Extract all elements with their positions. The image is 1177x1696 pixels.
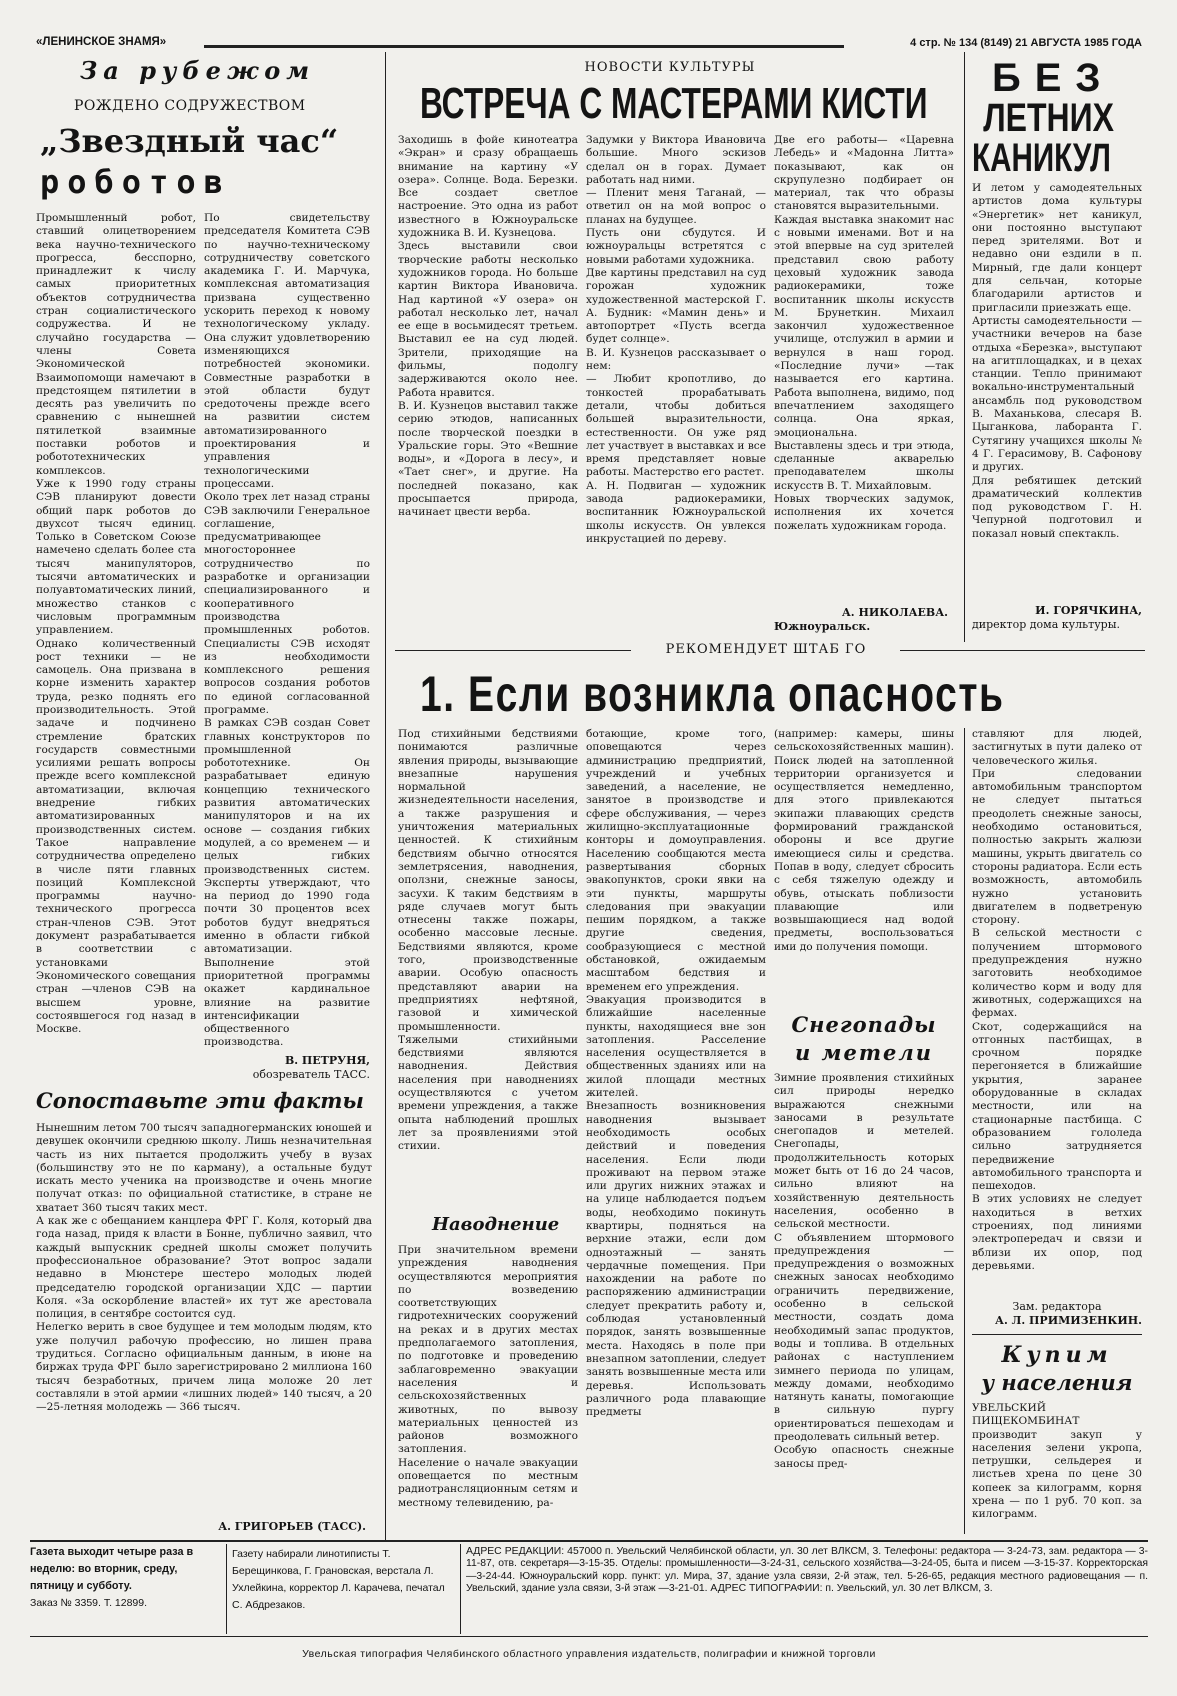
abroad-author-role: обозреватель ТАСС. (252, 1068, 370, 1081)
culture-col3: Две его работы— «Царевна Лебедь» и «Мадонна Литта» показывают, как он скрупулезно подбирает он материал, так что образы становятся выразительными. Каждая выставка знакомит нас с новыми именами. Вот и на этой впервые на суд зрителей представил свою работу цеховый художник завода радиокерамики, тоже воспитанник школы искусств М. Брунеткин. Михаил закончил художественное училище, отслужил в армии и вернулся в наш город. «Последние лучи» —так называется его картина. Работа выполнена, видимо, под впечатлением заходящего солнца. Она яркая, эмоциональна. Выставлены здесь и три этюда, сделанные акварелью преподавателем школы искусств В. Т. Михайловым. Новых творческих задумок, исполнения их хочется пожелать художникам города. (774, 134, 954, 532)
culture-title (420, 78, 960, 134)
holiday-body: И летом у самодеятельных артистов дома культуры «Энергетик» нет каникул, они постоянно выступают перед зрителями. Вот и недавно они ездили в п. Мирный, где дали концерт для сельчан, которые благодарили артистов и пригласили приезжать еще. Артисты самодеятельности — участники вечеров на базе отдыха «Березка», выступают на агитплощадках, и в цехах станции. Тепло принимают вокально-инструментальный ансамбль под руководством В. Маханькова, слесаря В. Цыганкова, лаборанта Г. Сутягину учащихся школы № 4 Г. Герасимову, В. Сафонову и других. Для ребятишек детский драматический коллектив под руководством Г. Н. Чепурной подготовил и показал новый спектакль. (972, 182, 1142, 540)
civil-title (420, 664, 1145, 726)
footer-div-1 (226, 1544, 227, 1634)
culture-city: Южноуральск. (774, 620, 871, 633)
ad-body: УВЕЛЬСКИЙ ПИЩЕКОМБИНАТ производит закуп у населения зелени укропа, петрушки, сельдерея и листьев хрена по цене 30 копеек за килограмм, корня хрена — по 1 руб. 70 коп. за килограмм. (972, 1402, 1146, 1521)
civil-col3: (например: камеры, шины сельскохозяйственных машин). Поиск людей на затопленной территории организуется и осуществляется немедленно, для этого привлекаются экипажи плавающих средств формирований гражданской обороны и все другие имеющиеся силы и средства. Попав в воду, следует сбросить с себя тяжелую одежду и обувь, отыскать поблизости плавающие или возвышающиеся над водой предметы, воспользоваться ими до получения помощи. (774, 728, 958, 953)
masthead-rule (204, 45, 844, 48)
footer-div-2 (460, 1544, 461, 1634)
paper-name: «ЛЕНИНСКОЕ ЗНАМЯ» (36, 36, 167, 48)
civil-title-text: 1. Если возникла опасность (420, 666, 1005, 722)
footer-typesetters: Газету набирали линотиписты Т. Берещинкова, Г. Грановская, верстала Л. Ухлейкина, корректор Л. Карачева, печатал С. Абдрезаков. (232, 1548, 445, 1611)
editor-name: А. Л. ПРИМИЗЕНКИН. (995, 1314, 1142, 1327)
civil-rule-left (395, 650, 631, 651)
civil-col4: ставляют для людей, застигнутых в пути далеко от человеческого жилья. При следовании автомобильным транспортом не следует пытаться преодолеть снежные заносы, необходимо остановиться, полностью закрыть жалюзи машины, укрыть двигатель со стороны радиатора. Если есть возможность, автомобиль нужно установить двигателем в подветреную сторону. В сельской местности с получением штормового предупреждения нужно заготовить необходимое количество корм и воду для животных, содержащихся на фермах. Скот, содержащийся на отгонных пастбищах, в срочном порядке перегоняется в ближайшие укрытия, заранее оборудованные в складах местности, или на стационарные пастбища. С образованием гололеда сильно затрудняется передвижение автомобильного транспорта и пешеходов. В этих условиях не следует находиться в ветхих строениях, под линиями электропередач и связи и вблизи их опор, под деревьями. (972, 728, 1142, 1272)
civil-rule-right (900, 650, 1145, 651)
facts-body: Нынешним летом 700 тысяч западногерманских юношей и девушек окончили среднюю школу. Лишь незначительная часть из них пытается продолжить учебу в вузах (большинству это не по карману), а остальные будут искать место ученика на производстве и очень многие получат отказ: по официальной статистике, в стране не хватает 360 тысяч таких мест. А как же с обещанием канцлера ФРГ Г. Коля, который два года назад, придя к власти в Бонне, публично заявил, что каждый выпускник средней школы сможет получить профессиональное образование? Этот вопрос задали недавно в Мюнстере шестеро молодых людей председателю городской организации ХДС — партии Коля. «За оскорбление властей» их тут же арестовала полиция, в сентябре состоится суд. Нелегко верить в свое будущее и тем молодым людям, кто уже получил рабочую профессию, но лишен права трудиться. Согласно официальным данным, в июне на биржах труда ФРГ было зарегистрировано 2 миллиона 160 тысяч безработных, причем лица моложе 20 лет составляли в этой армии «лишних людей» 140 тысяч, а 20—25-летняя молодежь — 366 тысяч. (36, 1122, 372, 1414)
snow-col3: Зимние проявления стихийных сил природы нередко выражаются снежными заносами в результате снегопадов и метелей. Снегопады, продолжительность которых может быть от 16 до 24 часов, сильно влияют на хозяйственную деятельность населения, особенно в сельской местности. С объявлением штормового предупреждения — предупреждения о возможных снежных заносах необходимо ограничить передвижение, особенно в сельской местности, создать дома необходимый запас продуктов, воды и топлива. В отдельных районах с наступлением зимнего периода по улицам, между домами, необходимо натянуть канаты, помогающие в сильную пургу ориентироваться пешеходам и преодолевать сильный ветер. Особую опасность снежные заносы пред- (774, 1072, 954, 1470)
divider-left (385, 52, 386, 1540)
culture-title-text: ВСТРЕЧА С МАСТЕРАМИ КИСТИ (420, 79, 928, 128)
culture-col2: Задумки у Виктора Ивановича большие. Много эскизов сделал он в горах. Думает работать над ними. — Пленит меня Таганай, — ответил он на мой вопрос о планах на будущее. Пусть они сбудутся. И южноуральцы встретятся с новыми работами художника. Две картины представил на суд горожан художник художественной мастерской Г. А. Будник: «Мамин день» и автопортрет «Пусть всегда будет солнце». В. И. Кузнецов рассказывает о нем: — Любит кропотливо, до тонкостей прорабатывать детали, чтобы добиться большей выразительности, естественности. Он уже ряд лет участвует в выставках и все время представляет новые работы. Мастерство его растет. А. Н. Подвиган — художник завода радиокерамики, воспитанник Южноуральской школы искусств. Он увлекся инкрустацией по дереву. (586, 134, 766, 545)
flood-title: Наводнение (432, 1214, 560, 1235)
civil-col1: Под стихийными бедствиями понимаются различные явления природы, вызывающие внезапные нарушения нормальной жизнедеятельности населения, а также разрушения и уничтожения материальных ценностей. К стихийным бедствиям обычно относятся землетрясения, наводнения, оползни, снежные заносы, засухи. К таким бедствиям в ряде случаев могут быть отнесены также пожары, особенно массовые лесные. Бедствиями являются, кроме того, производственные аварии. Особую опасность представляют аварии на предприятиях нефтяной, газовой и химической промышленности. Тяжелыми стихийными бедствиями являются наводнения. Действия населения при наводнениях осуществляются с учетом времени упреждения, а также опыта наблюдений прошлых лет за проявлениями этой стихии. (398, 728, 578, 1153)
footer-rule-top (30, 1540, 1148, 1542)
holiday-title-2: ЛЕТНИХ (983, 96, 1114, 140)
abroad-title-1: „Звездный час“ (40, 122, 339, 160)
abroad-col1: Промышленный робот, ставший олицетворением века научно-технического прогресса, бесспорно, принадлежит к числу самых приоритетных объектов сотрудничества стран социалистического содружества. И не случайно государства — члены Совета Экономической Взаимопомощи намечают в предстоящем пятилетии в десять раз увеличить по сравнению с нынешней пятилеткой взаимные поставки роботов и робототехнических комплексов. Уже к 1990 году страны СЭВ планируют довести общий парк роботов до двухсот тысяч единиц. Только в Советском Союзе намечено сделать более ста тысяч манипуляторов, тысячи автоматических и полуавтоматических линий, множество станков с числовым программным управлением. Однако количественный рост техники — не самоцель. Она призвана в корне изменить характер труда, резко поднять его производительность. Этой задаче и подчинено стремление братских государств совместными усилиями решать вопросы прежде всего комплексной автоматизации, включая внедрение гибких автоматизированных производственных систем. Такое направление сотрудничества определено в числе пяти главных позиций Комплексной программы научно-технического прогресса стран-членов СЭВ. Этот документ разрабатывается в соответствии с установками Экономического совещания стран —членов СЭВ на высшем уровне, состоявшегося год назад в Москве. (36, 212, 196, 1036)
culture-col1: Заходишь в фойе кинотеатра «Экран» и сразу обращаешь внимание на картину «У озера». Солнце. Вода. Березки. Все создает светлое настроение. Это одна из работ известного в Южноуральске художника В. И. Кузнецова. Здесь выставили свои творческие работы несколько художников города. Но больше картин Виктора Ивановича. Над картиной «У озера» он работал несколько лет, начал ее еще в восьмидесят третьем. Выставил ее на суд людей. Зрители, приходящие на фильмы, подолгу задерживаются около нее. Работа нравится. В. И. Кузнецов выставил также серию этюдов, написанных после творческой поездки в Уральские горы. Это «Вешние воды», и «Дорога в лесу», и «Тает снег», и другие. На последней показано, как просыпается природа, начинает цвести верба. (398, 134, 578, 519)
footer-schedule-box (30, 1544, 220, 1634)
snow-title-2: и метели (794, 1040, 934, 1065)
footer-address: АДРЕС РЕДАКЦИИ: 457000 п. Увельский Челябинской области, ул. 30 лет ВЛКСМ, 3. Телефоны: редактора — 3-24-73, зам. редактора — 3-11-87, отв. секретаря—3-15-35. Отделы: промышленности—3-24-31, сельского хозяйства—3-24-05, быта и писем —3-15-37. Корректорская—3-24-44. Южноуральский корр. пункт: ул. Мира, 37, здание узла связи, 2-й этаж, тел. 5-26-65, редакция местного радиовещания — п. Увельский, здание узла связи, 3-й этаж —3-21-01. АДРЕС ТИПОГРАФИИ: п. Увельский, ул. 30 лет ВЛКСМ, 3. (466, 1546, 1148, 1595)
facts-author: А. ГРИГОРЬЕВ (ТАСС). (218, 1520, 366, 1533)
issue-info: 4 стр. № 134 (8149) 21 АВГУСТА 1985 ГОДА (910, 37, 1142, 49)
abroad-col2: По свидетельству председателя Комитета СЭВ по научно-техническому сотрудничеству советского академика Г. И. Марчука, комплексная автоматизация призвана существенно ускорить переход к новому технологическому укладу. Она служит удовлетворению изменяющихся потребностей экономики. Совместные разработки в этой области будут средоточены прежде всего на развитии систем автоматизированного проектирования и управления технологическими процессами. Около трех лет назад страны СЭВ заключили Генеральное соглашение, предусматривающее многостороннее сотрудничество по разработке и организации специализированного и кооперативного производства промышленных роботов. Специалисты СЭВ исходят из необходимости комплексного решения вопросов создания роботов по единой согласованной программе. В рамках СЭВ создан Совет главных конструкторов по промышленной робототехнике. Он разрабатывает единую концепцию технического развития автоматических манипуляторов и на их основе — создания гибких модулей, а со временем — и целых гибких производственных систем. Эксперты утверждают, что на период до 1990 года почти 30 процентов всех роботов будут внедряться именно в области гибкой автоматизации. Выполнение этой приоритетной программы окажет кардинальное влияние на развитие интенсификации общественного производства. (204, 212, 370, 1049)
facts-title: Сопоставьте эти факты (36, 1088, 364, 1113)
divider-right (964, 52, 965, 642)
abroad-kicker: РОЖДЕНО СОДРУЖЕСТВОМ (74, 98, 306, 114)
footer-order: Заказ № 3359. Т. 12899. (30, 1597, 148, 1609)
abroad-author: В. ПЕТРУНЯ, (284, 1054, 370, 1067)
footer-printer: Увельская типография Челябинского областного управления издательств, полиграфии и книжной торговли (302, 1648, 876, 1660)
civil-rubric: РЕКОМЕНДУЕТ ШТАБ ГО (665, 642, 867, 657)
holiday-author-role: директор дома культуры. (972, 618, 1120, 631)
holiday-author: И. ГОРЯЧКИНА, (1035, 604, 1142, 617)
ad-title-2: у населения (981, 1370, 1133, 1395)
holiday-title-1: БЕЗ (992, 56, 1115, 100)
snow-title-1: Снегопады (791, 1012, 937, 1037)
civil-col2: ботающие, кроме того, оповещаются через администрацию предприятий, учреждений и учебных заведений, а население, не занятое в производстве и сфере обслуживания, — через жилищно-эксплуатационные конторы и домоуправления. Населению сообщаются места развертывания сборных эвакопунктов, сроки явки на эти пункты, маршруты следования при эвакуации пешим порядком, а также другие сведения, сообразующиеся с местной обстановкой, ожидаемым масштабом бедствия и временем его упреждения. Эвакуация производится в ближайшие населенные пункты, находящиеся вне зон затопления. Расселение населения осуществляется в общественных зданиях или на жилой площади местных жителей. Внезапность возникновения наводнения вызывает необходимость особых действий и поведения населения. Если люди проживают на первом этаже или других нижних этажах и на улице наблюдается подъем воды, необходимо покинуть квартиры, подняться на верхние этажи, если дом одноэтажный — занять чердачные помещения. При нахождении на работе по распоряжению администрации следует прекратить работу и, соблюдая установленный порядок, занять возвышенные места. Находясь в поле при внезапном затоплении, следует занять возвышенные места или деревья. Использовать различного рода плавающие предметы (586, 728, 766, 1419)
holiday-title (972, 58, 1152, 182)
abroad-rubric: За рубежом (80, 56, 316, 85)
ad-title-1: Купим (1001, 1342, 1113, 1368)
flood-col1: При значительном времени упреждения наводнения осуществляются мероприятия по возведению соответствующих гидротехнических сооружений на реках и в других местах предполагаемого затопления, по подготовке и проведению заблаговременно эвакуации населения и сельскохозяйственных животных, по вывозу материальных ценностей из районов возможного затопления. Население о начале эвакуации оповещается по местным радиотрансляционным сетям и местному телевидению, ра- (398, 1244, 578, 1509)
culture-rubric: НОВОСТИ КУЛЬТУРЫ (584, 60, 756, 75)
abroad-title-2: роботов (40, 163, 231, 201)
footer-schedule: Газета выходит четыре раза в неделю: во вторник, среду, пятницу и субботу. (30, 1546, 194, 1592)
footer-rule-bottom (30, 1636, 1148, 1637)
ad-rule (972, 1334, 1142, 1335)
divider-civil-right (964, 728, 965, 1534)
holiday-title-3: КАНИКУЛ (972, 136, 1111, 180)
culture-author: А. НИКОЛАЕВА. (841, 606, 948, 619)
editor-role: Зам. редактора (1012, 1300, 1102, 1313)
